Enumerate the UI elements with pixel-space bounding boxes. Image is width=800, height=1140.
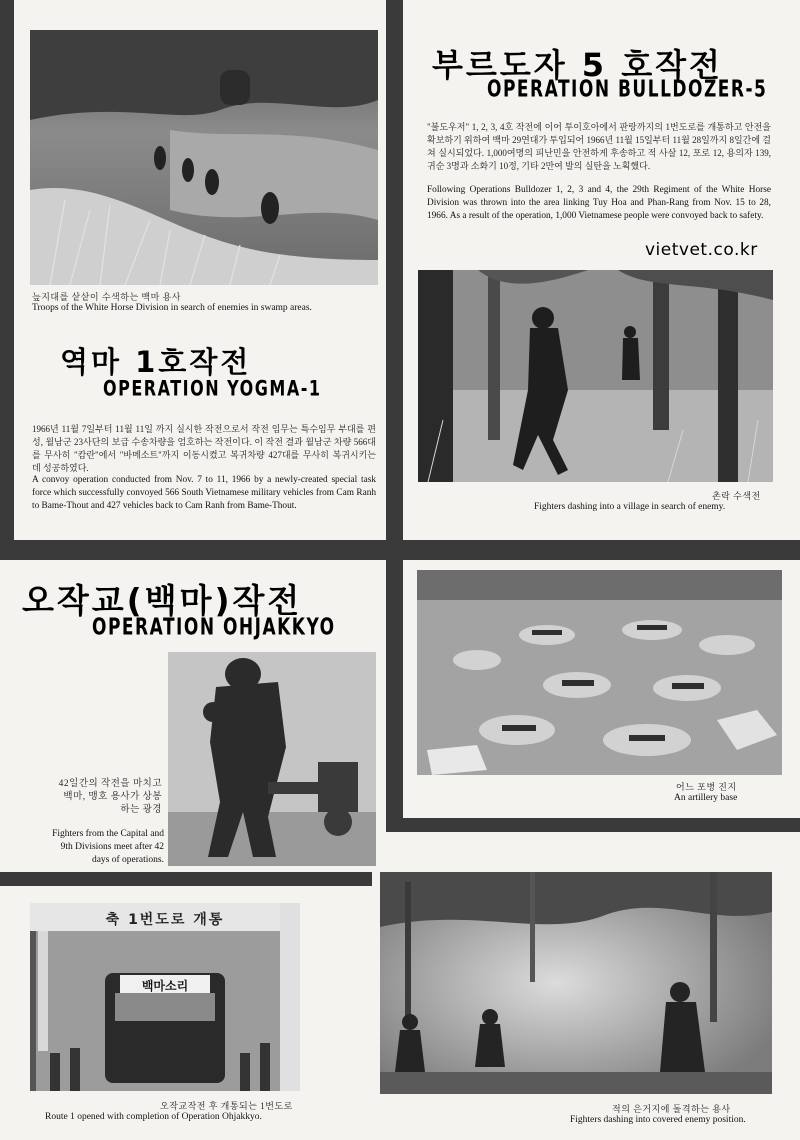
bulldozer-body-ko: "불도우저" 1, 2, 3, 4호 작전에 이어 투이호아에서 판랑까지의 1번도로를 개통하고 안전을 확보하기 위하여 백마 29연대가 투입되어 1966년 11월 15일부터 11월 28일까지 8일간에 걸쳐 실시되었다. 1,000여명의 피난민을 안전하게 후송하고 적 사살 12, 포로 12, 용의자 139, 귀순 3명과 소화기 10정, 기타 2만여 발의 실탄을 노획했다. xyxy=(427,122,771,171)
bulldozer-title-ko: 부르도자 5 호작전 xyxy=(432,46,723,84)
yogma-title-en: OPERATION YOGMA-1 xyxy=(103,375,322,401)
yogma-title-ko: 역마 1호작전 xyxy=(60,345,252,379)
covered-caption-ko: 적의 은거지에 돌격하는 용사 xyxy=(612,1104,731,1114)
meeting-caption-en: Fighters from the Capital and 9th Divisions meet after 42 days of operations. xyxy=(52,829,164,865)
artillery-caption-ko: 어느 포병 진지 xyxy=(676,782,737,792)
route-photo xyxy=(30,903,300,1091)
route-caption-ko: 오작교작전 후 개통되는 1번도로 xyxy=(160,1101,293,1111)
ohjakkyo-title-ko: 오작교(백마)작전 xyxy=(22,581,303,620)
covered-position-photo xyxy=(380,872,772,1094)
swamp-caption-ko: 늪지대를 샅샅이 수색하는 백마 용사 xyxy=(32,292,181,302)
artillery-photo xyxy=(417,570,782,775)
swamp-caption-en: Troops of the White Horse Division in search of enemies in swamp areas. xyxy=(32,303,312,313)
route-sign-text: 축 1번도로 개통 xyxy=(105,912,225,928)
bulldozer-title-en: OPERATION BULLDOZER-5 xyxy=(487,76,768,103)
yogma-body-en: A convoy operation conducted from Nov. 7 to 11, 1966 by a newly-created special task force which successfully convoyed 566 South Vietnamese military vehicles from Cam Ranh to Bame-Thout and 427 vehicles back to Cam Ranh from Bame-Thout. xyxy=(32,475,376,511)
meeting-caption-ko: 42일간의 작전을 마치고 백마, 맹호 용사가 상봉하는 광경 xyxy=(58,779,162,815)
village-caption-ko: 촌락 수색전 xyxy=(712,491,761,501)
covered-caption-en: Fighters dashing into covered enemy position. xyxy=(570,1115,746,1125)
yogma-body-ko: 1966년 11월 7일부터 11월 11일 까지 실시한 작전으로서 작전 임무는 특수임무 부대를 편성, 월남군 23사단의 보급 수송차량을 엄호하는 작전이다. 이 작전 결과 월남군 차량 566대를 무사히 "캄란"에서 "바메소트"까지 이동시켰고 복귀차량 427대를 무사히 복귀시키는 데 성공하였다. xyxy=(32,424,376,473)
artillery-caption-en: An artillery base xyxy=(674,793,738,803)
swamp-photo xyxy=(30,30,378,285)
village-caption-en: Fighters dashing into a village in search of enemy. xyxy=(534,502,726,512)
ohjakkyo-title-en: OPERATION OHJAKKYO xyxy=(92,614,336,641)
route-caption-en: Route 1 opened with completion of Operation Ohjakkyo. xyxy=(45,1112,262,1122)
village-photo xyxy=(418,270,773,482)
route-bus-text: 백마소리 xyxy=(141,979,189,993)
bulldozer-body-en: Following Operations Bulldozer 1, 2, 3 and 4, the 29th Regiment of the White Horse Division was thrown into the area linking Tuy Hoa and Phan-Rang from Nov. 15 to 28, 1966. As a result of the operation, 1,000 Vietnamese people were convoyed back to safety. xyxy=(427,185,771,221)
website-watermark: vietvet.co.kr xyxy=(645,240,758,260)
meeting-photo xyxy=(168,652,376,866)
